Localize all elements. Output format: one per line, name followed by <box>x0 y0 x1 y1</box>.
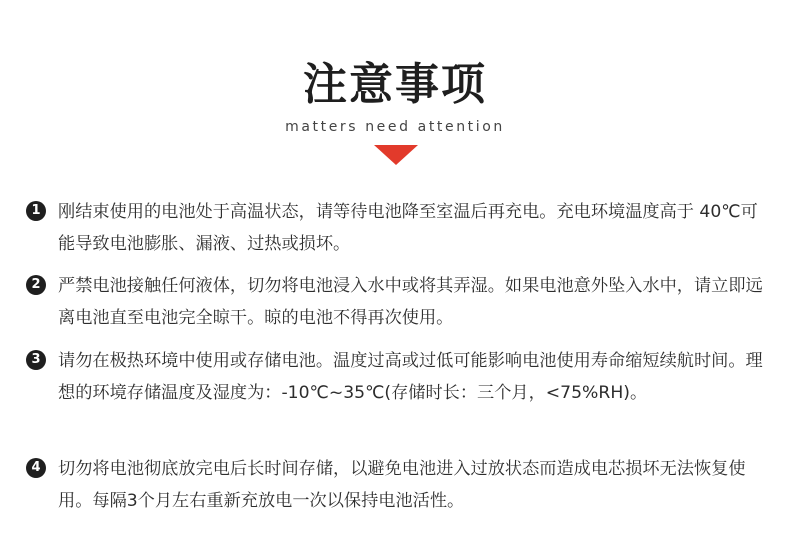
number-badge-3: 3 <box>26 350 46 370</box>
notice-text-1: 刚结束使用的电池处于高温状态，请等待电池降至室温后再充电。充电环境温度高于 40℃可能导致电池膨胀、漏液、过热或损坏。 <box>58 202 758 254</box>
notice-text-2: 严禁电池接触任何液体，切勿将电池浸入水中或将其弄湿。如果电池意外坠入水中，请立即远离电池直至电池完全晾干。晾的电池不得再次使用。 <box>58 276 763 328</box>
page-subtitle: matters need attention <box>285 119 505 135</box>
number-badge-1: 1 <box>26 201 46 221</box>
page-title: 注意事项 <box>303 59 487 110</box>
number-badge-2: 2 <box>26 275 46 295</box>
notice-text-4: 切勿将电池彻底放完电后长时间存储，以避免电池进入过放状态而造成电芯损坏无法恢复使用。每隔3个月左右重新充放电一次以保持电池活性。 <box>58 459 746 511</box>
notice-text-3: 请勿在极热环境中使用或存储电池。温度过高或过低可能影响电池使用寿命缩短续航时间。理想的环境存储温度及湿度为：-10℃~35℃(存储时长：三个月，<75%RH)。 <box>58 351 763 403</box>
down-triangle-icon <box>374 145 418 165</box>
number-badge-4: 4 <box>26 458 46 478</box>
